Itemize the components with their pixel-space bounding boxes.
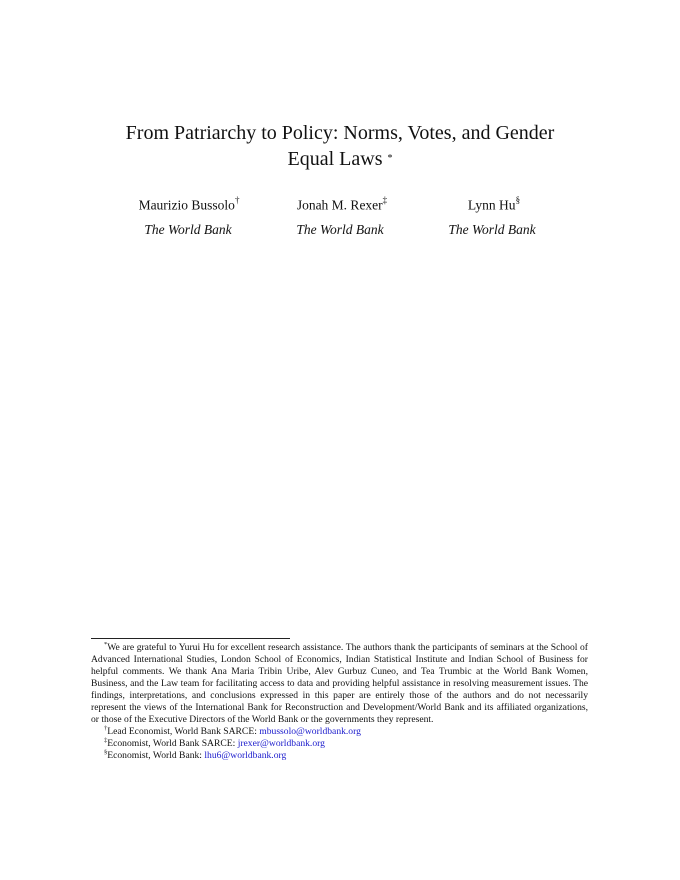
author-name: Lynn Hu	[467, 197, 516, 213]
email-link[interactable]: lhu6@worldbank.org	[204, 750, 287, 762]
author-name-2	[262, 191, 422, 216]
author-name-1	[109, 191, 269, 216]
footnote-mark: *	[104, 640, 108, 648]
email-link[interactable]: mbussolo@worldbank.org	[259, 726, 361, 738]
author-footnote-3	[91, 750, 588, 762]
author-affiliation-1: The World Bank	[144, 222, 232, 237]
acknowledgment-footnote	[91, 642, 588, 726]
author-footnote-mark: †	[234, 195, 240, 205]
paper-title-block	[100, 120, 580, 176]
author-footnote-2	[91, 738, 588, 750]
author-affiliation-2: The World Bank	[296, 222, 384, 237]
author-name-3	[414, 191, 574, 216]
author-name: Maurizio Bussolo	[138, 197, 235, 213]
email-link[interactable]: jrexer@worldbank.org	[237, 738, 325, 750]
footnote-mark: §	[104, 749, 108, 757]
title-footnote-mark: *	[387, 153, 393, 164]
paper-title: From Patriarchy to Policy: Norms, Votes, and Gender Equal Laws	[125, 122, 555, 170]
acknowledgment-text: We are grateful to Yurui Hu for excellent research assistance. The authors thank the participants of seminars at the School of Advanced International Studies, London School of Economics, Indian Statistical Institute and Indian School of Business for helpful comments. We thank Ana Maria Tribin Uribe, Alev Gurbuz Cuneo, and Tea Trumbic at the World Bank Women, Business, and the Law team for facilitating access to data and providing helpful assistance in resolving measurement issues. The findings, interpretations, and conclusions expressed in this paper are entirely those of the authors and do not necessarily represent the views of the International Bank for Reconstruction and Development/World Bank and its affiliated organizations, or those of the Executive Directors of the World Bank or the governments they represent.	[91, 642, 588, 726]
author-role: Lead Economist, World Bank SARCE:	[107, 726, 260, 738]
author-name: Jonah M. Rexer	[296, 197, 383, 213]
author-footnote-1	[91, 726, 588, 738]
footnote-mark: †	[104, 725, 108, 733]
footnote-separator	[91, 638, 290, 639]
author-footnote-mark: §	[515, 195, 521, 205]
footnotes	[91, 642, 588, 762]
author-role: Economist, World Bank:	[107, 750, 205, 762]
author-role: Economist, World Bank SARCE:	[107, 738, 238, 750]
footnote-mark: ‡	[104, 737, 108, 745]
author-footnote-mark: ‡	[382, 195, 388, 205]
author-affiliation-3: The World Bank	[448, 222, 536, 237]
